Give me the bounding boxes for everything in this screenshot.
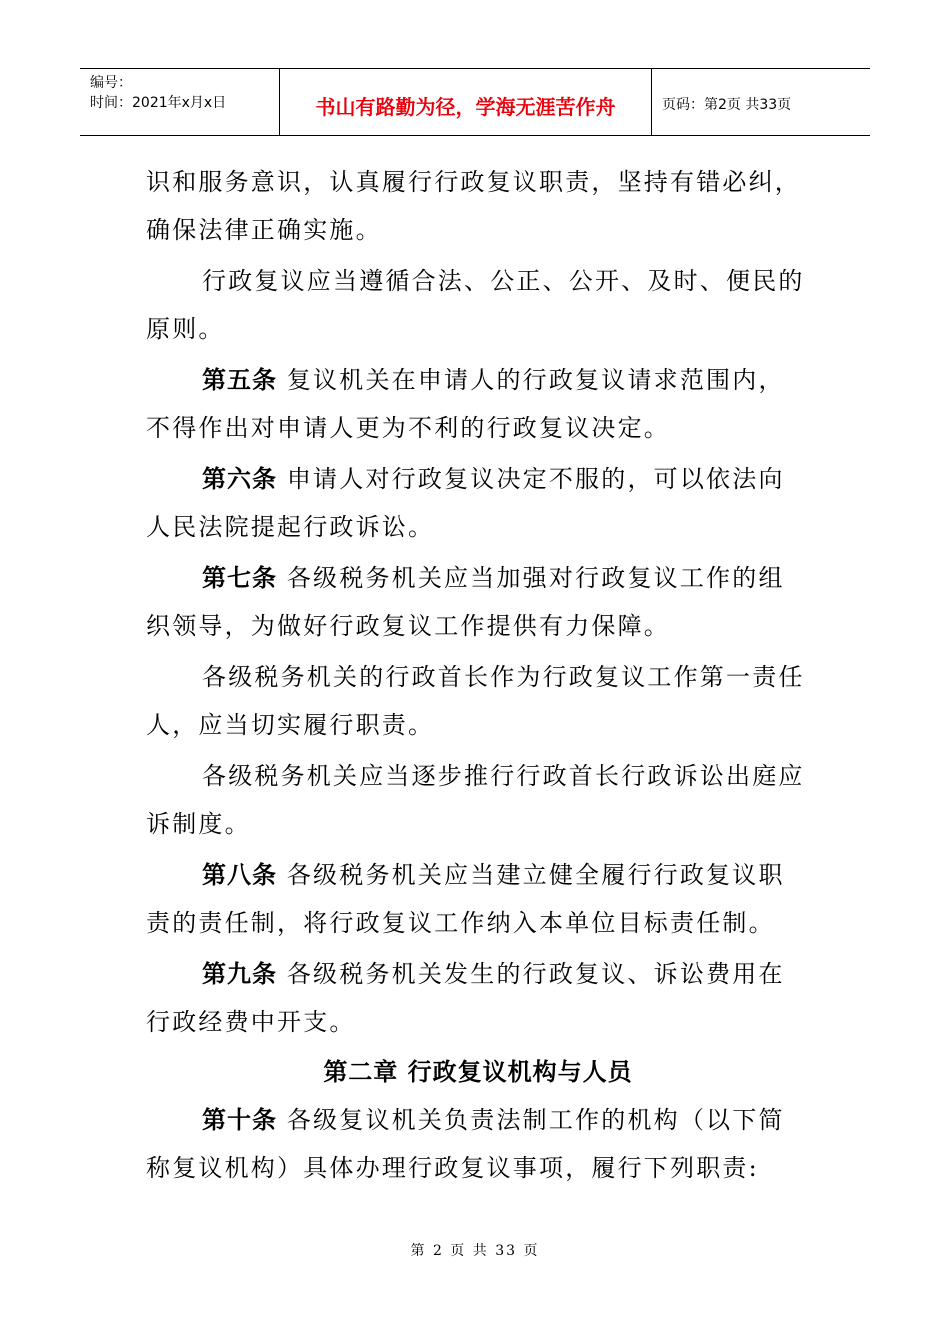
article-number: 第七条	[202, 564, 277, 592]
page-footer: 第 2 页 共 33 页	[410, 1243, 540, 1259]
page-header	[80, 68, 870, 136]
article-text: 各级税务机关应当建立健全履行行政复议职责的责任制，将行政复议工作纳入本单位目标责任制。	[146, 861, 785, 937]
article-text: 各级复议机关负责法制工作的机构（以下简称复议机构）具体办理行政复议事项，履行下列职责:	[146, 1106, 785, 1182]
header-meta	[80, 69, 280, 135]
paragraph: 各级税务机关应当逐步推行行政首长行政诉讼出庭应诉制度。	[146, 762, 805, 838]
article-text: 申请人对行政复议决定不服的，可以依法向人民法院提起行政诉讼。	[146, 465, 785, 541]
chapter-heading: 第二章 行政复议机构与人员	[323, 1058, 633, 1086]
article-number: 第六条	[202, 465, 277, 493]
article-number: 第十条	[202, 1106, 277, 1134]
header-motto: 书山有路勤为径，学海无涯苦作舟	[280, 69, 652, 135]
paragraph: 识和服务意识，认真履行行政复议职责，坚持有错必纠，确保法律正确实施。	[146, 168, 801, 244]
document-time-label: 时间：2021年x月x日	[90, 95, 227, 111]
paragraph: 各级税务机关的行政首长作为行政复议工作第一责任人，应当切实履行职责。	[146, 663, 805, 739]
article-paragraph	[146, 1096, 810, 1192]
article-number: 第八条	[202, 861, 277, 889]
paragraph: 行政复议应当遵循合法、公正、公开、及时、便民的原则。	[146, 267, 805, 343]
article-paragraph	[146, 851, 810, 947]
article-text: 各级税务机关发生的行政复议、诉讼费用在行政经费中开支。	[146, 960, 785, 1036]
article-paragraph	[146, 356, 810, 452]
article-text: 各级税务机关应当加强对行政复议工作的组织领导，为做好行政复议工作提供有力保障。	[146, 564, 785, 640]
article-text: 复议机关在申请人的行政复议请求范围内，不得作出对申请人更为不利的行政复议决定。	[146, 366, 785, 442]
article-paragraph	[146, 950, 810, 1046]
document-body	[146, 158, 810, 1192]
article-number: 第五条	[202, 366, 277, 394]
header-page-info: 页码：第2页 共33页	[662, 97, 792, 113]
article-paragraph	[146, 455, 810, 551]
document-number-label: 编号：	[90, 75, 132, 91]
article-paragraph	[146, 554, 810, 650]
article-number: 第九条	[202, 960, 277, 988]
